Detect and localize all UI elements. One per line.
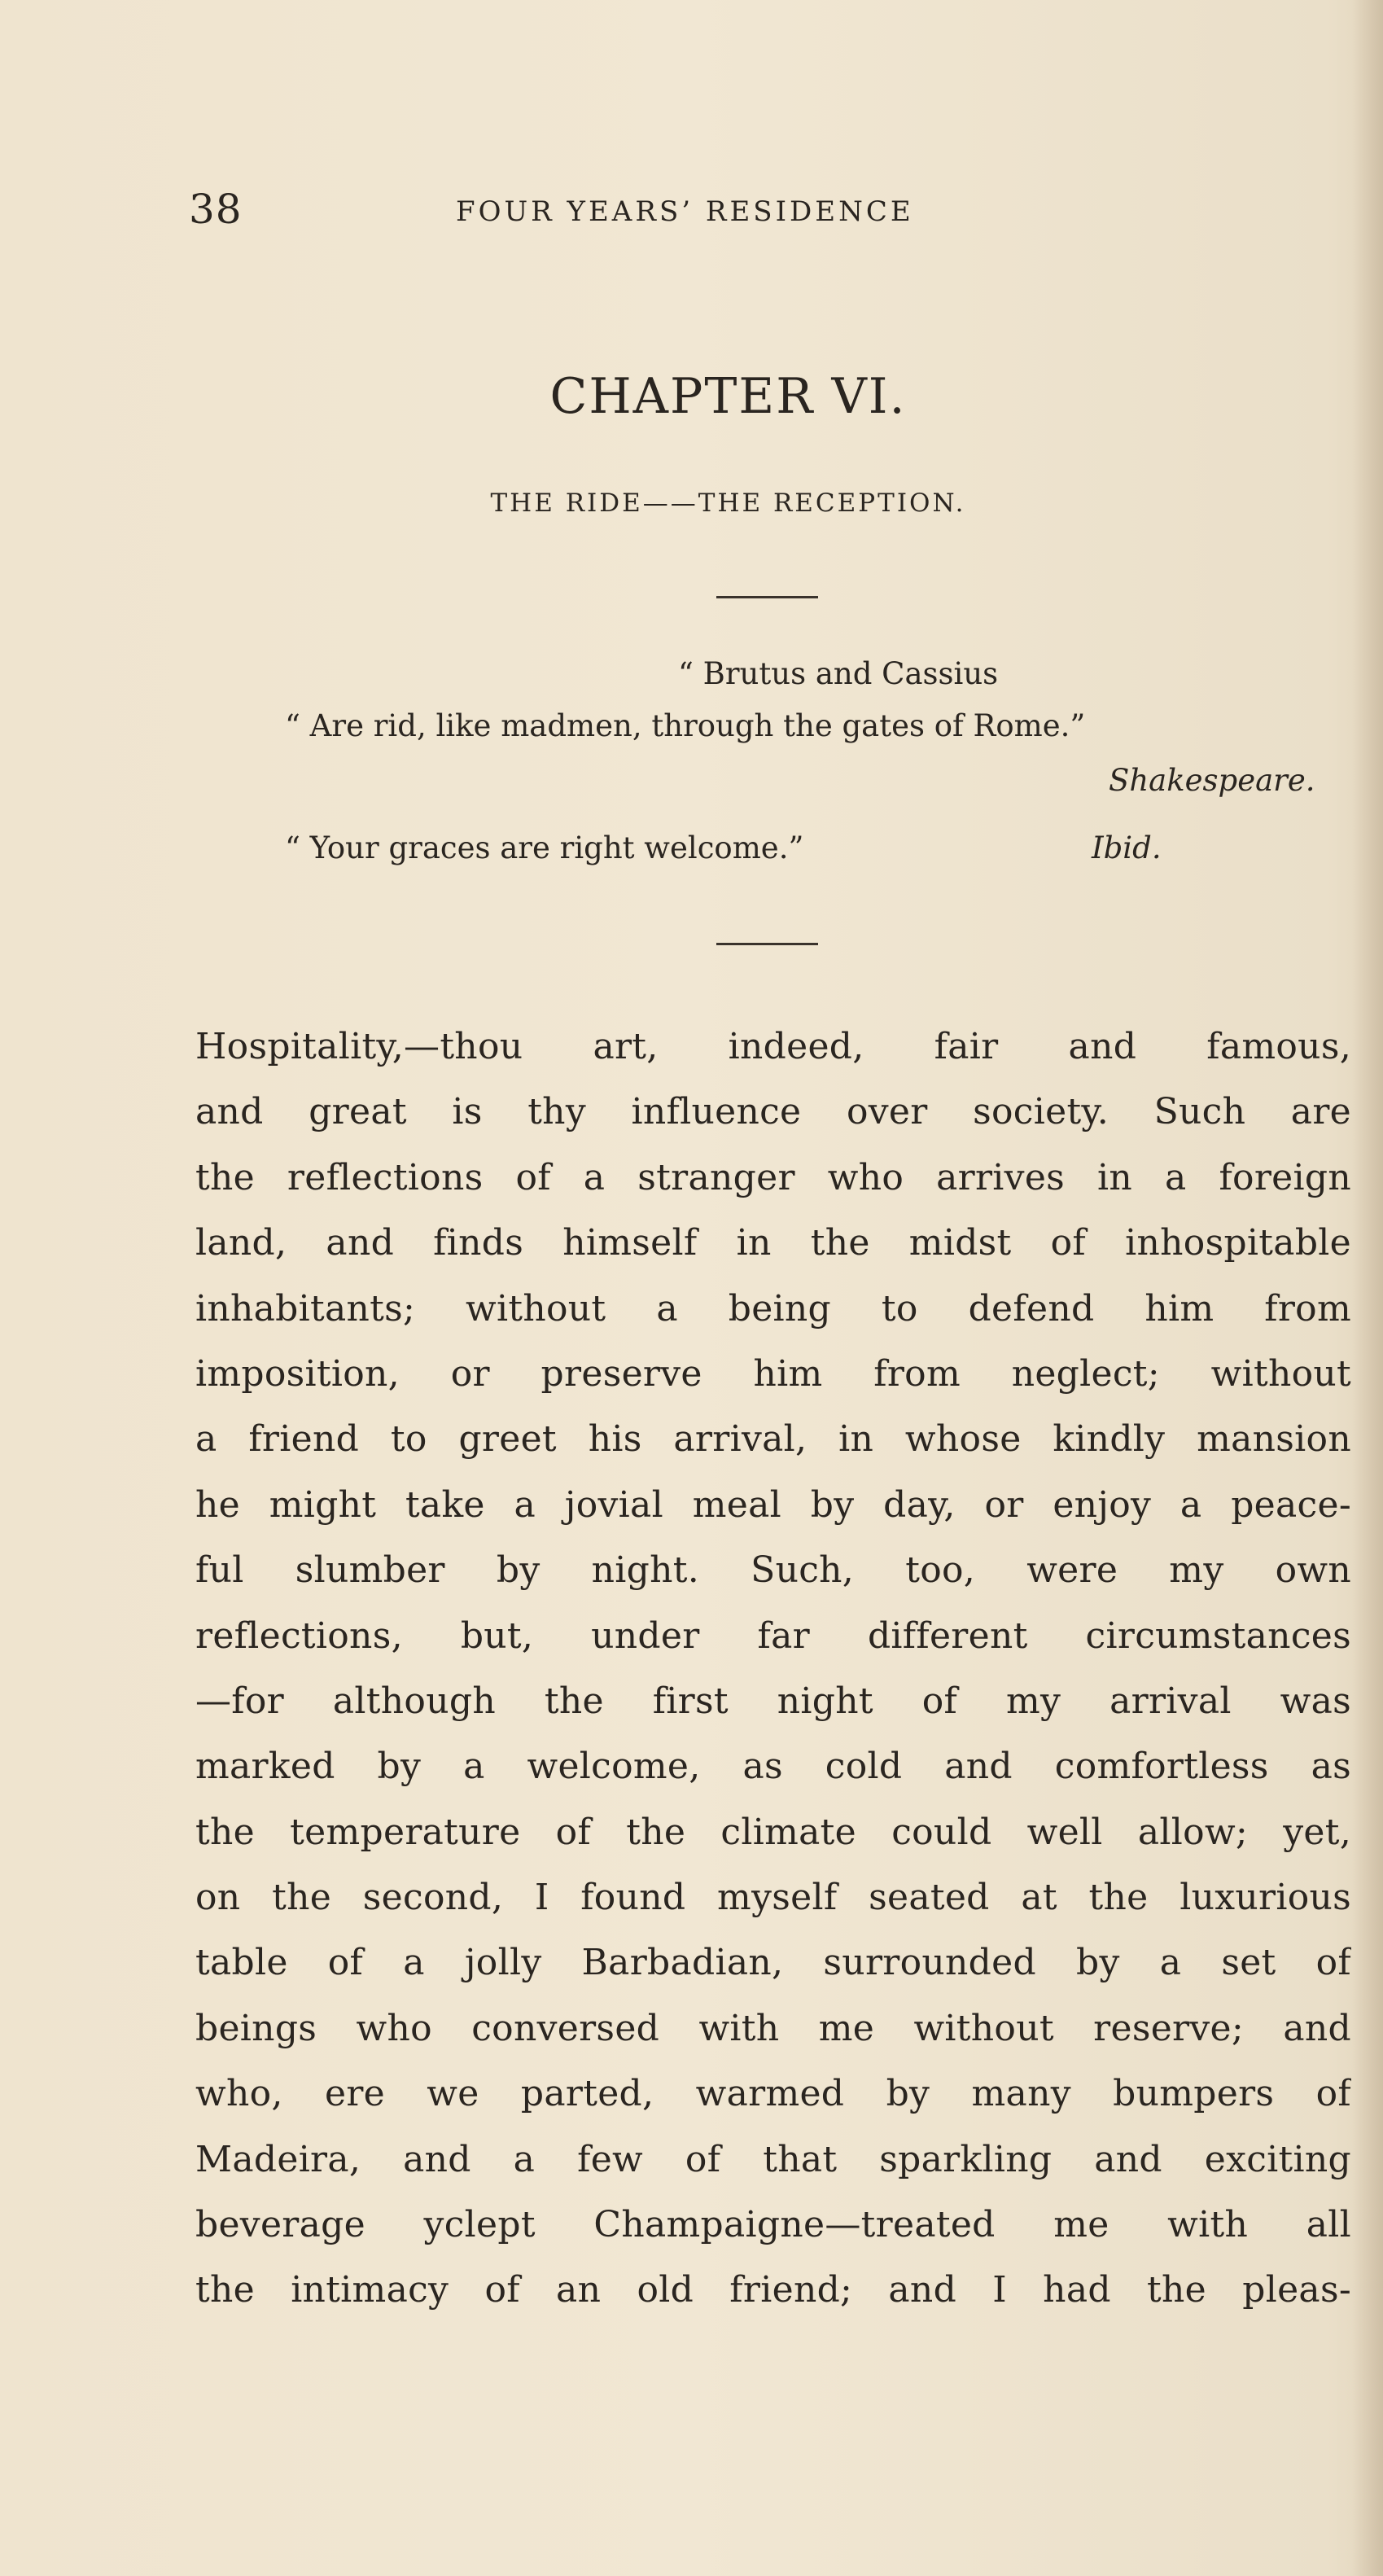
chapter-title: CHAPTER VI. [549, 368, 907, 425]
body-line-8: he might take a jovial meal by day, or enjoy a peace- [195, 1483, 1351, 1526]
epigraph-attribution-shakespeare: Shakespeare. [1109, 763, 1315, 798]
body-line-3: the reflections of a stranger who arrives in a foreign [195, 1156, 1351, 1198]
chapter-subtitle: THE RIDE——THE RECEPTION. [490, 488, 966, 518]
epigraph-line-1: “ Brutus and Cassius [678, 656, 999, 691]
body-line-10: reflections, but, under far different circumstances [195, 1614, 1351, 1657]
body-line-13: the temperature of the climate could well allow; yet, [195, 1811, 1351, 1853]
body-line-19: beverage yclept Champaigne—treated me with all [195, 2204, 1351, 2246]
body-line-14: on the second, I found myself seated at the luxurious [195, 1877, 1351, 1919]
body-line-5: inhabitants; without a being to defend him from [195, 1287, 1351, 1330]
body-line-2: and great is thy influence over society. Such are [195, 1091, 1351, 1133]
divider-rule-bottom [716, 943, 818, 945]
body-line-17: who, ere we parted, warmed by many bumpers of [195, 2073, 1351, 2115]
body-line-15: table of a jolly Barbadian, surrounded by a set of [195, 1942, 1351, 1984]
body-line-12: marked by a welcome, as cold and comfortless as [195, 1746, 1351, 1788]
body-line-1: Hospitality,—thou art, indeed, fair and famous, [195, 1026, 1351, 1067]
epigraph-line-2: “ Are rid, like madmen, through the gates of Rome.” [285, 708, 1086, 743]
body-line-18: Madeira, and a few of that sparkling and exciting [195, 2138, 1351, 2180]
body-paragraph [195, 1014, 1351, 2324]
epigraph-attribution-ibid: Ibid. [1092, 830, 1162, 865]
body-line-20: the intimacy of an old friend; and I had the pleas- [195, 2269, 1351, 2311]
body-line-4: land, and finds himself in the midst of inhospitable [195, 1222, 1351, 1264]
body-line-11: —for although the first night of my arrival was [195, 1680, 1351, 1722]
page-number: 38 [189, 186, 243, 233]
epigraph-line-3: “ Your graces are right welcome.” [285, 830, 804, 865]
body-line-16: beings who conversed with me without reserve; and [195, 2007, 1351, 2049]
body-line-9: ful slumber by night. Such, too, were my own [195, 1549, 1351, 1592]
running-head: FOUR YEARS’ RESIDENCE [456, 195, 914, 228]
divider-rule-top [716, 596, 818, 598]
body-line-6: imposition, or preserve him from neglect; without [195, 1352, 1351, 1395]
body-line-7: a friend to greet his arrival, in whose kindly mansion [195, 1418, 1351, 1461]
